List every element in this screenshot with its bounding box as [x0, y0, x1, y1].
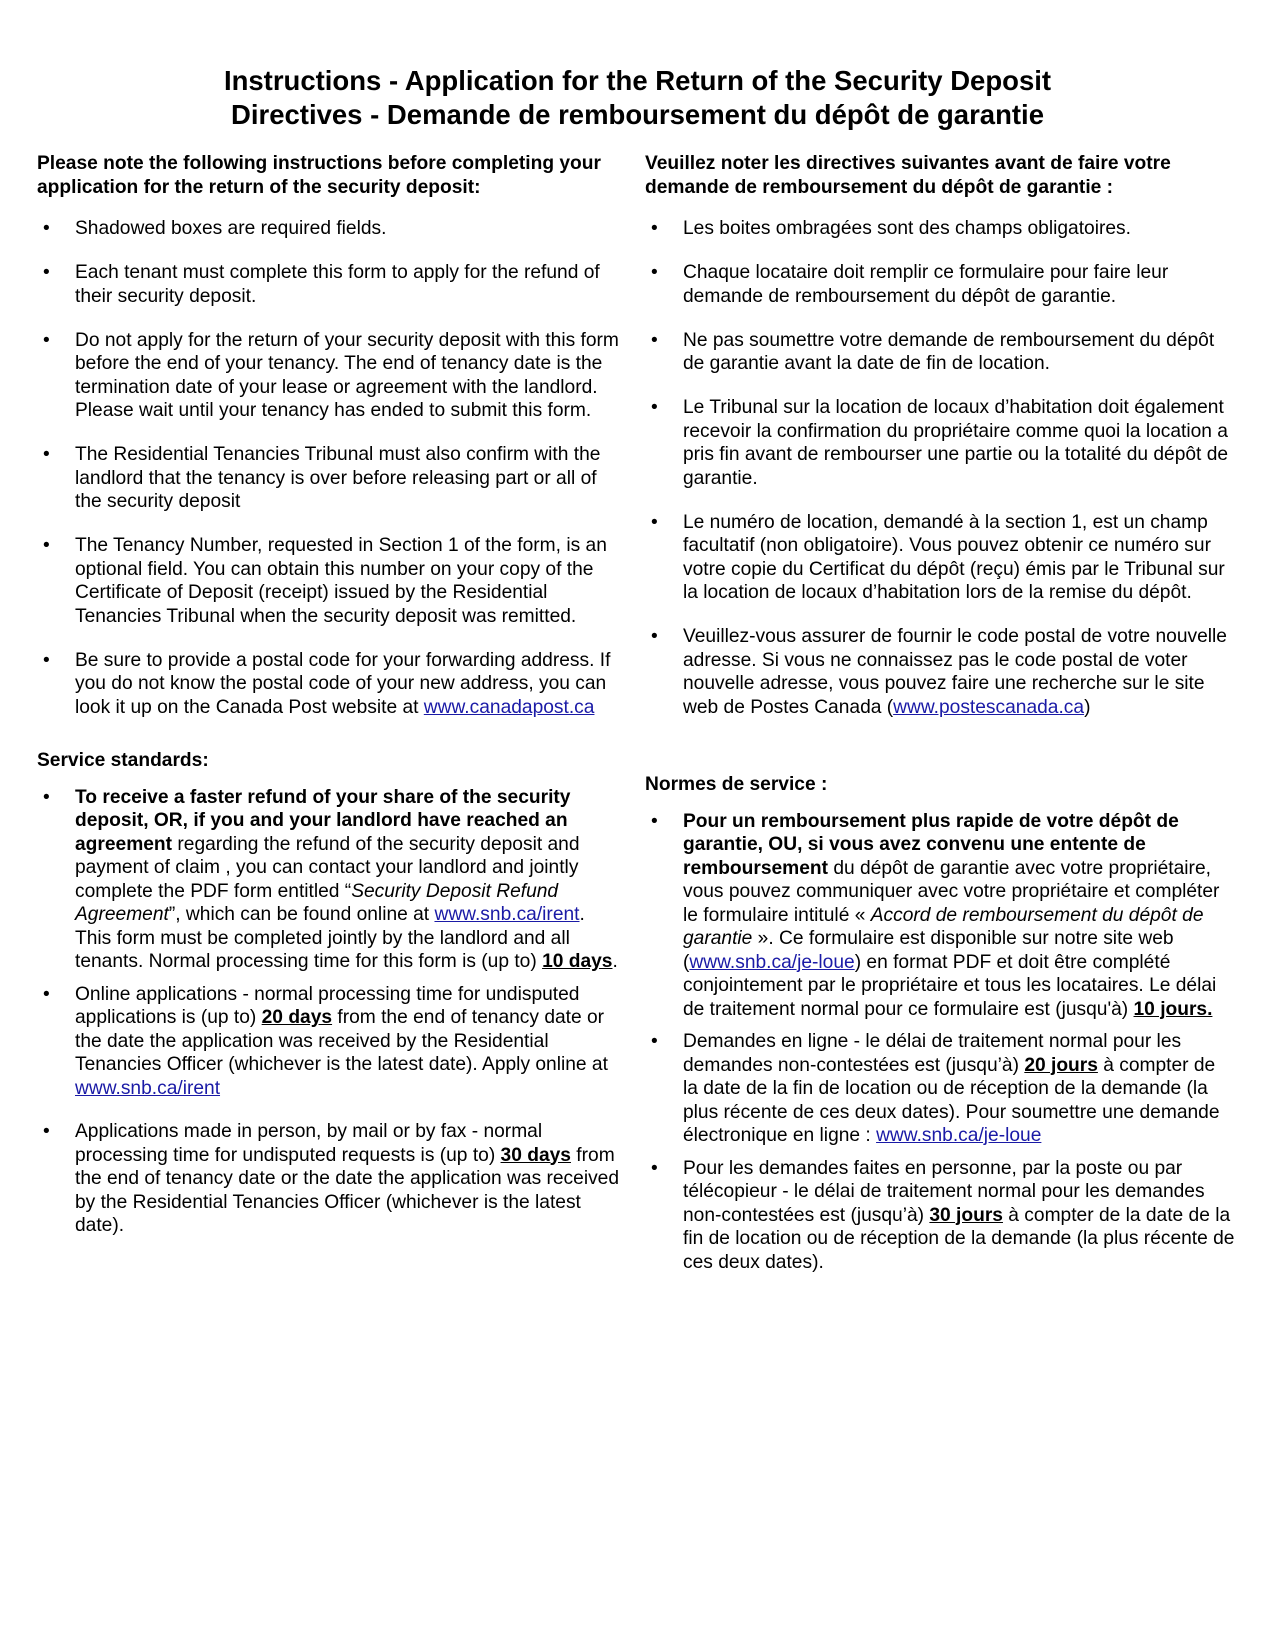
bullet-icon: • [651, 218, 658, 239]
french-intro: Veuillez noter les directives suivantes avant de faire votre demande de remboursement du dépôt de garantie : [645, 153, 1171, 198]
list-item: • Do not apply for the return of your security deposit with this form before the end of your tenancy. The end of tenancy date is the termination date of your lease or agreement with the landlord. Please wait until your tenancy has ended to submit this form. [43, 329, 619, 421]
list-item: • Shadowed boxes are required fields. [43, 218, 387, 239]
french-column [645, 152, 1235, 1283]
bullet-icon: • [43, 649, 50, 671]
bullet-icon: • [43, 1121, 50, 1142]
bullet-icon: • [651, 329, 658, 351]
bullet-icon: • [43, 786, 50, 808]
processing-days: 20 jours [1024, 1054, 1098, 1076]
english-intro: Please note the following instructions before completing your application for the return of the security deposit: [37, 153, 601, 198]
snb-je-loue-link[interactable]: www.snb.ca/je-loue [689, 951, 855, 973]
bullet-icon: • [651, 262, 658, 283]
bullet-icon: • [43, 329, 50, 351]
bullet-icon: • [651, 397, 658, 418]
bullet-icon: • [651, 1031, 658, 1052]
bullet-icon: • [43, 535, 50, 556]
list-item: • Pour les demandes faites en personne, par la poste ou par télécopieur - le délai de traitement normal pour les demandes non-contestées est (jusqu’à) 30 jours à compter de la date de la fin de location ou de réception de la demande (la plus récente de ces deux dates). [651, 1157, 1235, 1273]
list-item: • Pour un remboursement plus rapide de votre dépôt de garantie, OU, si vous avez convenu une entente de remboursement du dépôt de garantie avec votre propriétaire, vous pouvez communiquer avec votre propriétaire et compléter le formulaire intitulé « Accord de remboursement du dépôt de garantie ». Ce formulaire est disponible sur notre site web (www.snb.ca/je-loue) en format PDF et doit être complété conjointement par le propriétaire et tous les locataires. Le délai de traitement normal pour ce formulaire est (jusqu'à) 10 jours. [651, 810, 1220, 1020]
list-item: • Applications made in person, by mail or by fax - normal processing time for undisputed requests is (up to) 30 days from the end of tenancy date or the date the application was received by the Residential Tenancies Officer (whichever is the latest date). [43, 1121, 620, 1236]
canadapost-link[interactable]: www.canadapost.ca [423, 696, 595, 718]
list-item: • Be sure to provide a postal code for your forwarding address. If you do not know the postal code of your new address, you can look it up on the Canada Post website at www.canadapost.ca [43, 649, 611, 718]
processing-days: 10 jours. [1133, 998, 1213, 1020]
bullet-icon: • [651, 810, 658, 832]
list-item: • To receive a faster refund of your share of the security deposit, OR, if you and your landlord have reached an agreement regarding the refund of the security deposit and payment of claim , you can contact your landlord and jointly complete the PDF form entitled “Security Deposit Refund Agreement”, which can be found online at www.snb.ca/irent. This form must be completed jointly by the landlord and all tenants. Normal processing time for this form is (up to) 10 days. [43, 786, 618, 972]
service-standards-heading: Service standards: [37, 750, 209, 771]
snb-irent-link[interactable]: www.snb.ca/irent [434, 904, 580, 925]
processing-days: 30 days [500, 1144, 571, 1166]
english-column [37, 152, 622, 1247]
french-instructions-list [645, 217, 1235, 719]
list-item: • Le numéro de location, demandé à la section 1, est un champ facultatif (non obligatoire). Vous pouvez obtenir ce numéro sur votre copie du Certificat du dépôt (reçu) émis par le Tribunal sur la location de locaux d’habitation lors de la remise du dépôt. [651, 511, 1225, 603]
bullet-icon: • [43, 444, 50, 465]
list-item: • The Residential Tenancies Tribunal must also confirm with the landlord that the tenancy is over before releasing part or all of the security deposit [43, 444, 601, 512]
list-item: • Chaque locataire doit remplir ce formulaire pour faire leur demande de remboursement du dépôt de garantie. [651, 262, 1169, 307]
bullet-icon: • [43, 983, 50, 1005]
title-english: Instructions - Application for the Return of the Security Deposit [223, 65, 1052, 96]
processing-days: 30 jours [929, 1204, 1003, 1226]
processing-days: 10 days [542, 951, 613, 972]
bullet-icon: • [651, 1157, 658, 1179]
list-item: • Veuillez-vous assurer de fournir le code postal de votre nouvelle adresse. Si vous ne connaissez pas le code postal de voter nouvelle adresse, vous pouvez faire une recherche sur le site web de Postes Canada (www.postescanada.ca) [651, 626, 1227, 718]
list-item: • The Tenancy Number, requested in Section 1 of the form, is an optional field. You can obtain this number on your copy of the Certificate of Deposit (receipt) issued by the Residential Tenancies Tribunal when the security deposit was remitted. [43, 535, 607, 627]
list-item: • Demandes en ligne - le délai de traitement normal pour les demandes non-contestées est (jusqu’à) 20 jours à compter de la date de la fin de location ou de réception de la demande (la plus récente de ces deux dates). Pour soumettre une demande électronique en ligne : www.snb.ca/je-loue [651, 1031, 1220, 1146]
list-item: • Ne pas soumettre votre demande de remboursement du dépôt de garantie avant la date de fin de location. [651, 329, 1215, 374]
snb-je-loue-link[interactable]: www.snb.ca/je-loue [876, 1125, 1042, 1146]
snb-irent-link[interactable]: www.snb.ca/irent [75, 1077, 221, 1099]
list-item: • Les boites ombragées sont des champs obligatoires. [651, 218, 1131, 239]
bullet-icon: • [651, 511, 658, 533]
service-standards-list [37, 786, 622, 1238]
normes-de-service-heading: Normes de service : [645, 774, 828, 795]
normes-de-service-list [645, 810, 1235, 1275]
title-french: Directives - Demande de remboursement du dépôt de garantie [231, 99, 1044, 130]
postescanada-link[interactable]: www.postescanada.ca [893, 696, 1085, 718]
bullet-icon: • [43, 262, 50, 283]
list-item: • Le Tribunal sur la location de locaux d’habitation doit également recevoir la confirmation du propriétaire comme quoi la location a pris fin avant de rembourser une partie ou la totalité du dépôt de garantie. [651, 397, 1229, 489]
english-instructions-list [37, 217, 622, 719]
document-title [0, 64, 1275, 132]
processing-days: 20 days [261, 1007, 333, 1028]
bullet-icon: • [43, 218, 50, 239]
list-item: • Online applications - normal processing time for undisputed applications is (up to) 20 days from the end of tenancy date or the date the application was received by the Residential Tenancies Officer (whichever is the latest date). Apply online at www.snb.ca/irent [43, 983, 608, 1099]
list-item: • Each tenant must complete this form to apply for the refund of their security deposit. [43, 262, 600, 307]
bullet-icon: • [651, 626, 658, 647]
